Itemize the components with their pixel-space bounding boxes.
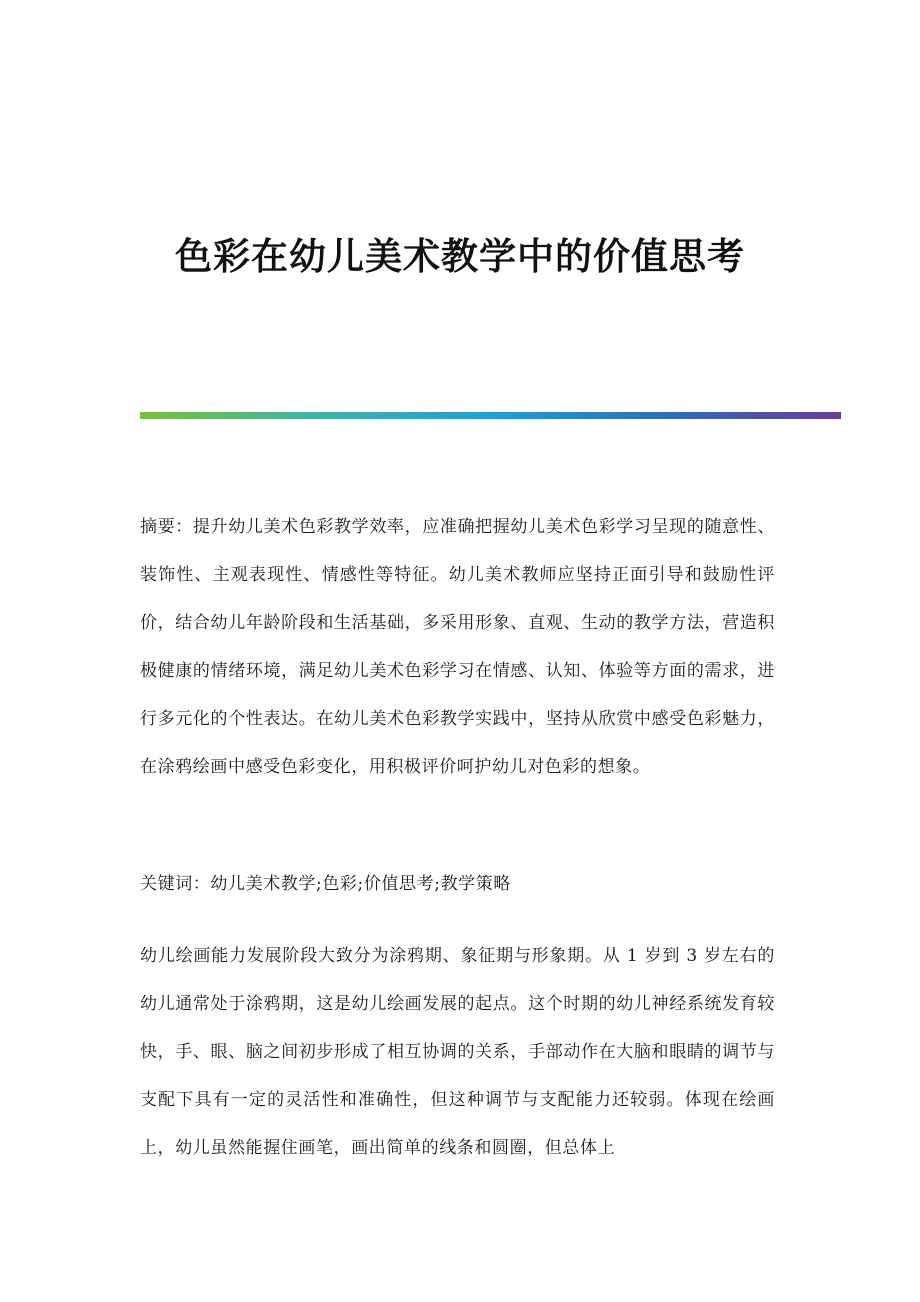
keywords-line: 关键词：幼儿美术教学;色彩;价值思考;教学策略 [140, 874, 511, 894]
document-title: 色彩在幼儿美术教学中的价值思考 [175, 235, 745, 278]
body-paragraph: 幼儿绘画能力发展阶段大致分为涂鸦期、象征期与形象期。从 1 岁到 3 岁左右的幼儿通常处于涂鸦期，这是幼儿绘画发展的起点。这个时期的幼儿神经系统发育较快，手、眼、脑之间初步形成了相互协调的关系，手部动作在大脑和眼睛的调节与支配下具有一定的灵活性和准确性，但这种调节与支配能力还较弱。体现在绘画上，幼儿虽然能握住画笔，画出简单的线条和圆圈，但总体上 [140, 946, 775, 1158]
abstract-paragraph: 摘要：提升幼儿美术色彩教学效率，应准确把握幼儿美术色彩学习呈现的随意性、装饰性、主观表现性、情感性等特征。幼儿美术教师应坚持正面引导和鼓励性评价，结合幼儿年龄阶段和生活基础，多采用形象、直观、生动的教学方法，营造积极健康的情绪环境，满足幼儿美术色彩学习在情感、认知、体验等方面的需求，进行多元化的个性表达。在幼儿美术色彩教学实践中，坚持从欣赏中感受色彩魅力，在涂鸦绘画中感受色彩变化，用积极评价呵护幼儿对色彩的想象。 [140, 517, 775, 777]
gradient-divider [140, 412, 841, 419]
